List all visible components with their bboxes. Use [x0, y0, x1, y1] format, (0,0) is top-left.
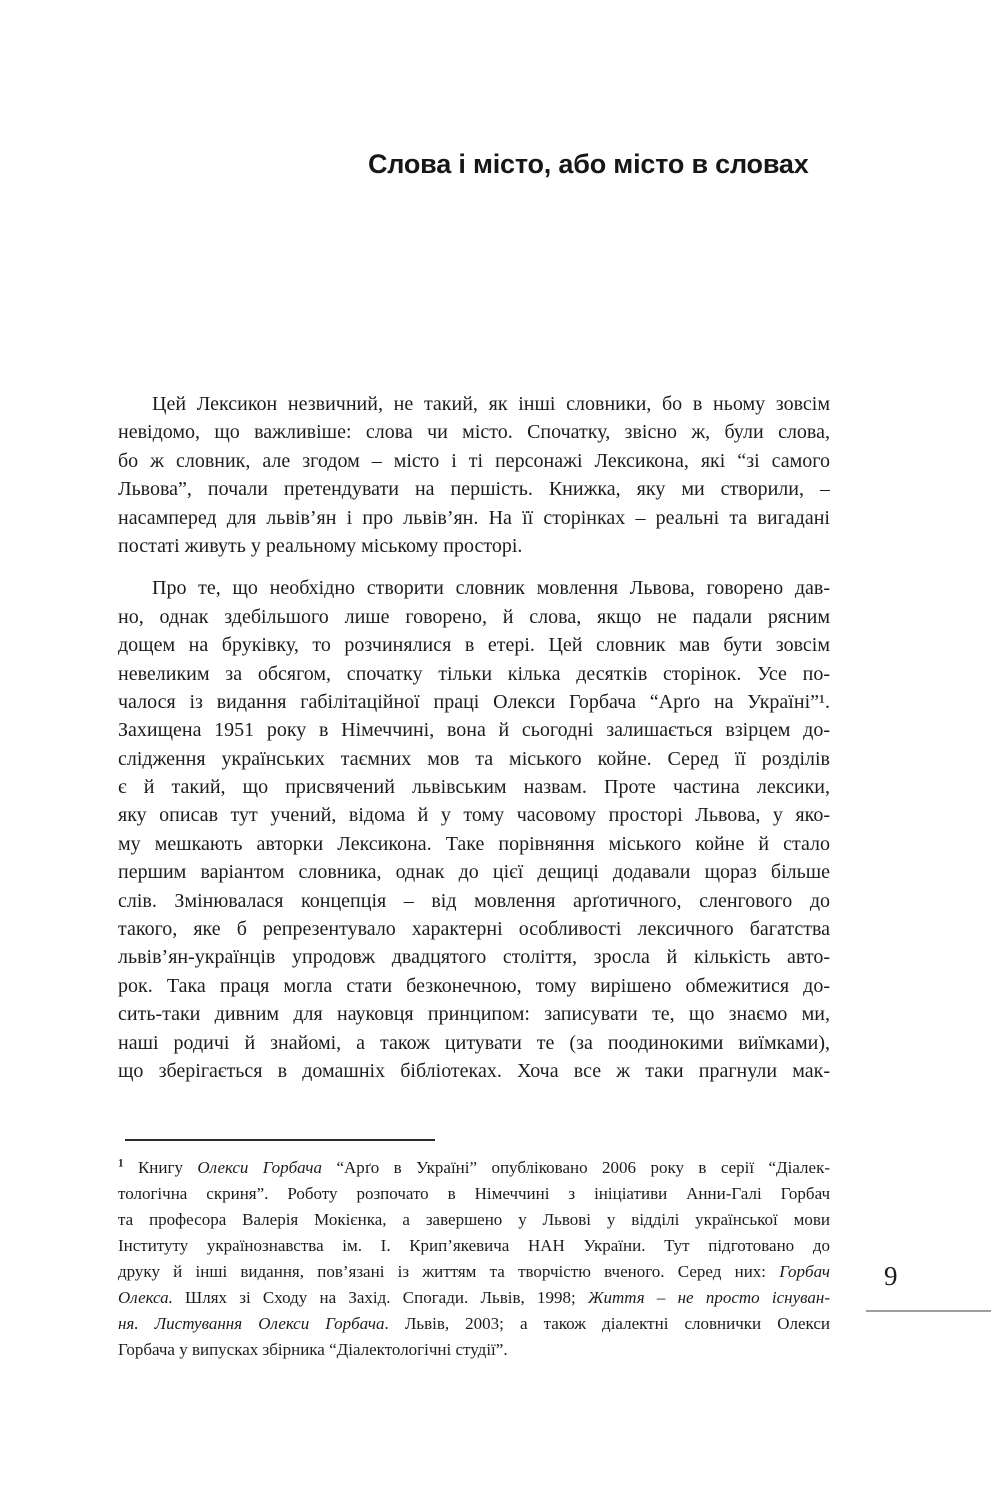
page-number: 9	[884, 1261, 898, 1291]
text-line: наші родичі й знайомі, а також цитувати те (за поодинокими виїмками),	[118, 1031, 830, 1054]
body-paragraph	[118, 574, 830, 1085]
text-line: Олекса. Шлях зі Сходу на Захід. Спогади. Львів, 1998; Життя – не просто існуван-	[118, 1288, 830, 1307]
text-line: яку описав тут учений, відома й у тому часовому просторі Львова, у яко-	[118, 804, 830, 827]
footnote-marker: 1	[118, 1157, 124, 1170]
text-line: львів’ян-українців упродовж двадцятого століття, зросла й кількість авто-	[118, 946, 830, 969]
text-line: дощем на бруківку, то розчинялися в етері. Цей словник мав бути зовсім	[118, 634, 830, 657]
text-line: насамперед для львів’ян і про львів’ян. На її сторінках – реальні та вигадані	[118, 506, 830, 529]
text-line: слів. Змінювалася концепція – від мовлення арґотичного, сленгового до	[118, 889, 830, 912]
text-line: невеликим за обсягом, спочатку тільки кілька десятків сторінок. Усе по-	[118, 662, 830, 685]
text-line: му мешкають авторки Лексикона. Таке порівняння міського койне й стало	[118, 832, 830, 855]
page-number-rule	[866, 1310, 991, 1312]
text-line: Цей Лексикон незвичний, не такий, як інші словники, бо в ньому зовсім	[152, 393, 830, 415]
body-text	[118, 390, 830, 1085]
text-line: є й такий, що присвячений львівським назвам. Проте частина лексики,	[118, 776, 830, 799]
text-line: друку й інші видання, пов’язані із життям та творчістю вченого. Серед них: Горбач	[118, 1262, 830, 1281]
text-line: сить-таки дивним для науковця принципом: записувати те, що знаємо ми,	[118, 1003, 830, 1026]
text-line: постаті живуть у реальному міському просторі.	[118, 534, 523, 557]
text-line: Інституту українознавства ім. І. Крип’якевича НАН України. Тут підготовано до	[118, 1236, 830, 1255]
text-line: та професора Валерія Мокієнка, а завершено у Львові у відділі української мови	[118, 1210, 830, 1229]
text-line: Горбача у випусках збірника “Діалектологічні студії”.	[118, 1340, 508, 1359]
footnote-separator-rule	[125, 1139, 435, 1141]
footnote	[118, 1155, 830, 1363]
text-line: що зберігається в домашніх бібліотеках. Хоча все ж таки прагнули мак-	[118, 1059, 830, 1082]
text-line: рок. Така праця могла стати безконечною, тому вирішено обмежитися до-	[118, 974, 830, 997]
text-line: чалося із видання габілітаційної праці Олекси Горбача “Арґо на Україні”¹.	[118, 690, 830, 713]
body-paragraph	[118, 390, 830, 560]
text-line: такого, яке б репрезентувало характерні особливості лексичного багатства	[118, 918, 830, 941]
text-line: ня. Листування Олекси Горбача. Львів, 2003; а також діалектні словнички Олекси	[118, 1314, 830, 1333]
text-line: слідження українських таємних мов та міського койне. Серед її розділів	[118, 747, 830, 770]
text-line: $^1$ Книгу Олекси Горбача “Арґо в Україні” опубліковано 2006 року в серії “Діалек-	[118, 1157, 830, 1177]
text-line: Захищена 1951 року в Німеччині, вона й сьогодні залишається взірцем до-	[118, 719, 830, 742]
text-line: бо ж словник, але згодом – місто і ті персонажі Лексикона, які “зі самого	[118, 449, 830, 472]
text-line: но, однак здебільшого лише говорено, й слова, якщо не падали рясним	[118, 605, 830, 628]
chapter-title: Слова і місто, або місто в словах	[368, 149, 809, 180]
text-line: першим варіантом словника, однак до цієї дещиці додавали щораз більше	[118, 861, 830, 884]
text-line: невідомо, що важливіше: слова чи місто. Спочатку, звісно ж, були слова,	[118, 421, 830, 444]
text-line: Про те, що необхідно створити словник мовлення Львова, говорено дав-	[152, 577, 830, 600]
text-line: тологічна скриня”. Роботу розпочато в Німеччині з ініціативи Анни-Галі Горбач	[118, 1184, 830, 1203]
text-line: Львова”, почали претендувати на першість. Книжка, яку ми створили, –	[118, 478, 830, 501]
